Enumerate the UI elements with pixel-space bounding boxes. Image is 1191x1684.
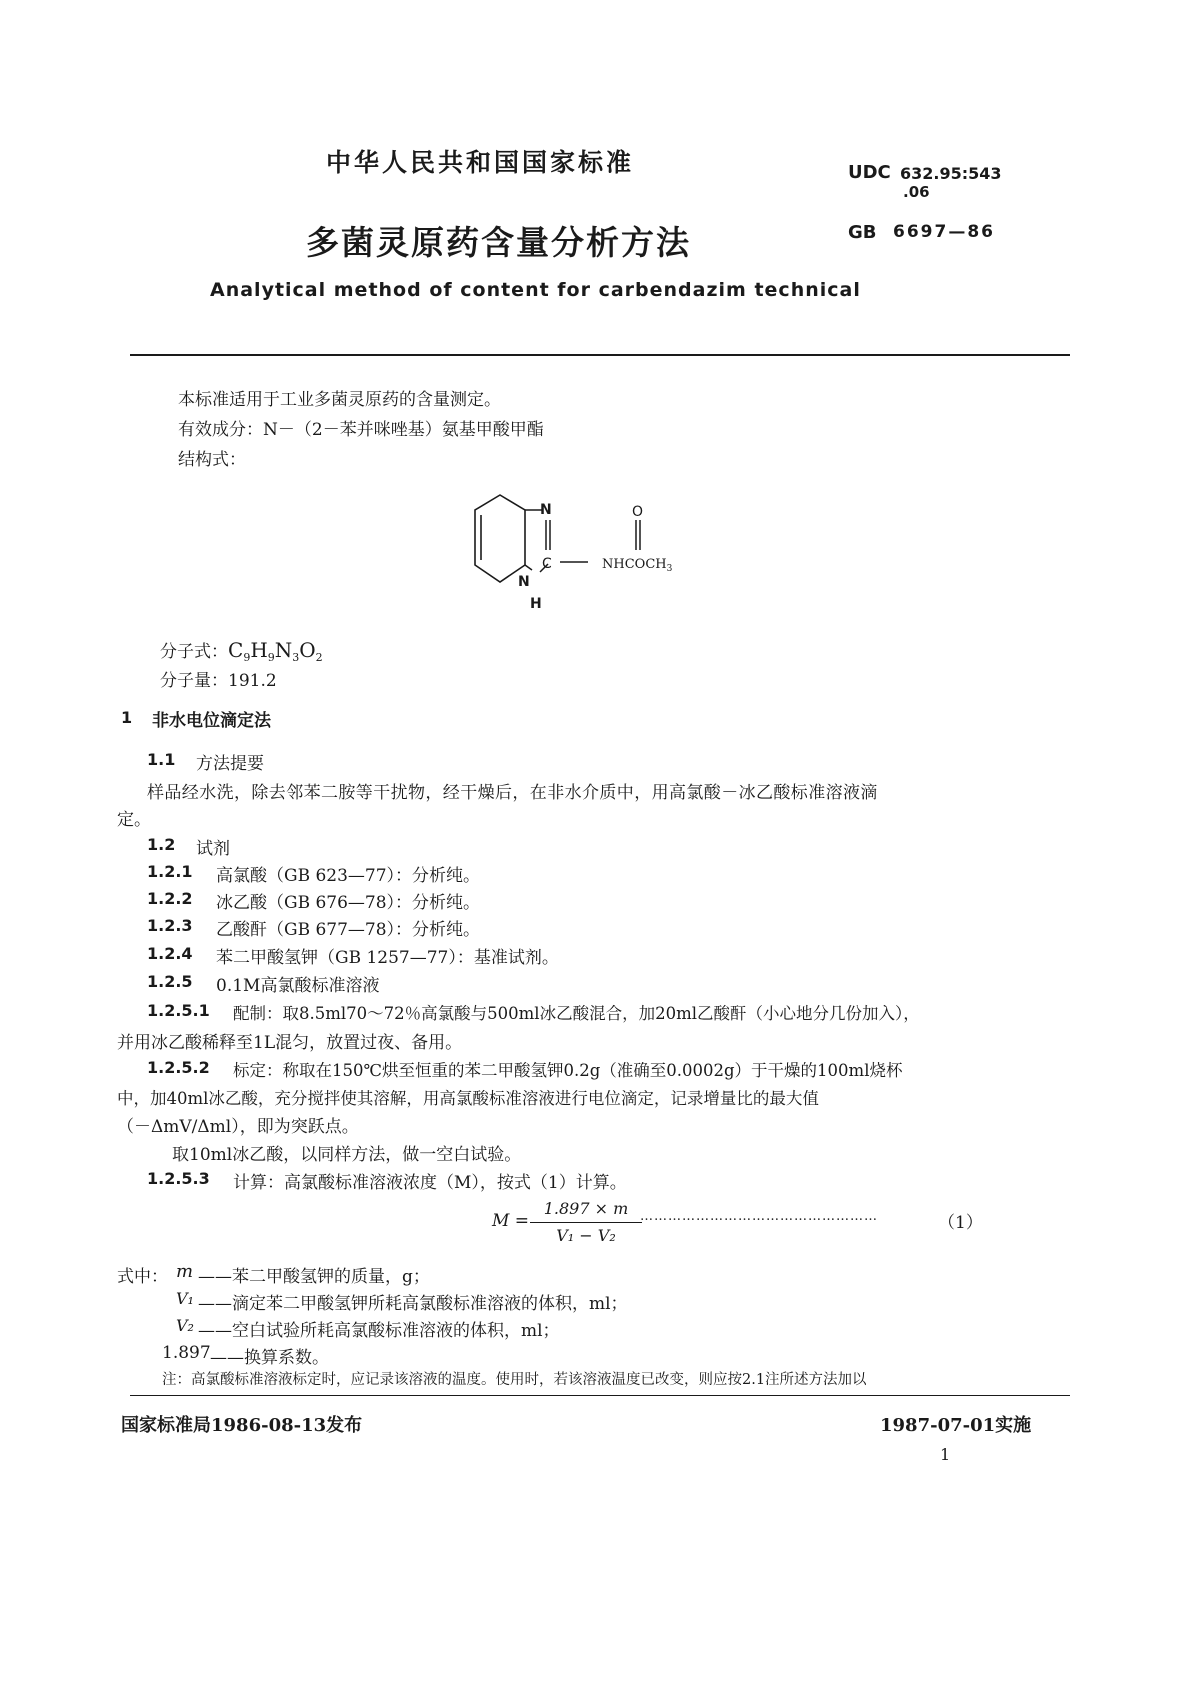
section-1-2-5-number: 1.2.5 <box>147 972 193 991</box>
section-1-1-number: 1.1 <box>147 750 176 769</box>
section-1-2-3-text: 乙酸酐（GB 677—78）：分析纯。 <box>216 920 481 940</box>
side-chain-label: $NHCOCH_3$ <box>602 557 673 574</box>
legend-m-description: ——苯二甲酸氢钾的质量，g； <box>198 1267 430 1287</box>
atom-c: C <box>542 556 552 572</box>
formula-equation-number: （1） <box>938 1213 983 1233</box>
page-number: 1 <box>940 1445 951 1464</box>
atom-n-bottom: N <box>518 574 530 590</box>
udc-value: 632.95:543 <box>900 164 1002 183</box>
effective-date: 1987-07-01实施 <box>880 1415 1032 1436</box>
atom-h: H <box>530 596 542 612</box>
section-1-2-5-1-number: 1.2.5.1 <box>147 1001 210 1020</box>
national-standard-heading: 中华人民共和国国家标准 <box>326 148 635 177</box>
formula-lhs: M = <box>492 1211 530 1231</box>
header-rule <box>130 354 1070 356</box>
formula-denominator: V₁ − V₂ <box>556 1226 616 1245</box>
section-1-2-5-2-text-line2: 中，加40ml冰乙酸，充分搅拌使其溶解，用高氯酸标准溶液进行电位滴定，记录增量比的最大值 <box>117 1089 819 1108</box>
section-1-2-5-1-text-line1: 配制：取8.5ml70～72％高氯酸与500ml冰乙酸混合，加20ml乙酸酐（小心地分几份加入）， <box>233 1004 920 1023</box>
section-1-2-4-number: 1.2.4 <box>147 944 193 963</box>
udc-value-continued: .06 <box>903 183 930 201</box>
udc-label: UDC <box>848 162 891 183</box>
gb-label: GB <box>848 222 877 243</box>
bond-ring-n-bottom <box>525 565 532 570</box>
section-1-2-1-number: 1.2.1 <box>147 862 193 881</box>
benzene-hexagon <box>475 495 525 582</box>
benzene-ring <box>475 495 525 582</box>
section-1-title: 非水电位滴定法 <box>152 711 271 731</box>
english-title: Analytical method of content for carbendazim technical <box>210 279 861 301</box>
molecular-formula: 分子式：$C_9H_9N_3O_2$ <box>160 638 323 664</box>
scope-text: 本标准适用于工业多菌灵原药的含量测定。 <box>178 390 501 410</box>
section-1-2-5-2-number: 1.2.5.2 <box>147 1058 210 1077</box>
formula-numerator: 1.897 × m <box>543 1199 629 1218</box>
gb-number: 6697—86 <box>893 222 995 242</box>
section-1-number: 1 <box>121 708 133 727</box>
section-1-2-4-text: 苯二甲酸氢钾（GB 1257—77）：基准试剂。 <box>216 948 559 968</box>
section-1-2-number: 1.2 <box>147 835 176 854</box>
section-1-2-5-2-text-line3: （－ΔmV/Δml），即为突跃点。 <box>117 1117 359 1137</box>
section-1-2-2-text: 冰乙酸（GB 676—78）：分析纯。 <box>216 893 481 913</box>
section-1-2-2-number: 1.2.2 <box>147 889 193 908</box>
active-ingredient-text: 有效成分：N－（2－苯并咪唑基）氨基甲酸甲酯 <box>178 420 544 440</box>
section-1-1-text-line2: 定。 <box>117 810 151 830</box>
section-1-2-5-3-text: 计算：高氯酸标准溶液浓度（M），按式（1）计算。 <box>233 1173 627 1193</box>
legend-v1-description: ——滴定苯二甲酸氢钾所耗高氯酸标准溶液的体积，ml； <box>198 1294 628 1314</box>
section-1-2-5-2-text-line1: 标定：称取在150℃烘至恒重的苯二甲酸氢钾0.2g（准确至0.0002g）于干燥的100ml烧杯 <box>233 1061 903 1080</box>
issue-date: 国家标准局1986-08-13发布 <box>121 1415 363 1436</box>
section-1-2-5-text: 0.1M高氯酸标准溶液 <box>216 976 380 996</box>
molecular-weight: 分子量：191.2 <box>160 671 277 691</box>
formula-leader-dots: …………………………………………… <box>640 1209 878 1224</box>
section-1-2-5-1-text-line2: 并用冰乙酸稀释至1L混匀，放置过夜、备用。 <box>117 1033 463 1053</box>
section-1-2-5-3-number: 1.2.5.3 <box>147 1169 210 1188</box>
section-1-1-title: 方法提要 <box>196 754 264 774</box>
legend-intro: 式中： <box>117 1267 168 1287</box>
legend-v2-description: ——空白试验所耗高氯酸标准溶液的体积，ml； <box>198 1321 560 1341</box>
structure-label: 结构式： <box>178 450 246 470</box>
section-1-2-3-number: 1.2.3 <box>147 916 193 935</box>
legend-factor-symbol: 1.897 <box>162 1343 211 1363</box>
atom-o: O <box>632 504 644 520</box>
footer-rule <box>130 1395 1070 1396</box>
section-1-2-1-text: 高氯酸（GB 623—77）：分析纯。 <box>216 866 481 886</box>
section-1-2-5-2-text-line4: 取10ml冰乙酸，以同样方法，做一空白试验。 <box>172 1145 522 1165</box>
molecular-formula-label: 分子式： <box>160 642 228 662</box>
section-1-1-text-line1: 样品经水洗，除去邻苯二胺等干扰物，经干燥后，在非水介质中，用高氯酸－冰乙酸标准溶液滴 <box>147 783 878 803</box>
legend-v2-symbol: V₂ <box>176 1316 194 1335</box>
calibration-note: 注：高氯酸标准溶液标定时，应记录该溶液的温度。使用时，若该溶液温度已改变，则应按2.1注所述方法加以 <box>162 1372 867 1388</box>
carbendazim-structure-diagram <box>460 490 750 630</box>
section-1-2-title: 试剂 <box>196 839 230 859</box>
legend-factor-description: ——换算系数。 <box>210 1348 329 1368</box>
legend-m-symbol: m <box>176 1261 194 1282</box>
document-title: 多菌灵原药含量分析方法 <box>306 223 691 262</box>
fraction-bar <box>530 1222 642 1223</box>
legend-v1-symbol: V₁ <box>176 1289 194 1308</box>
atom-n-top: N <box>540 502 552 518</box>
